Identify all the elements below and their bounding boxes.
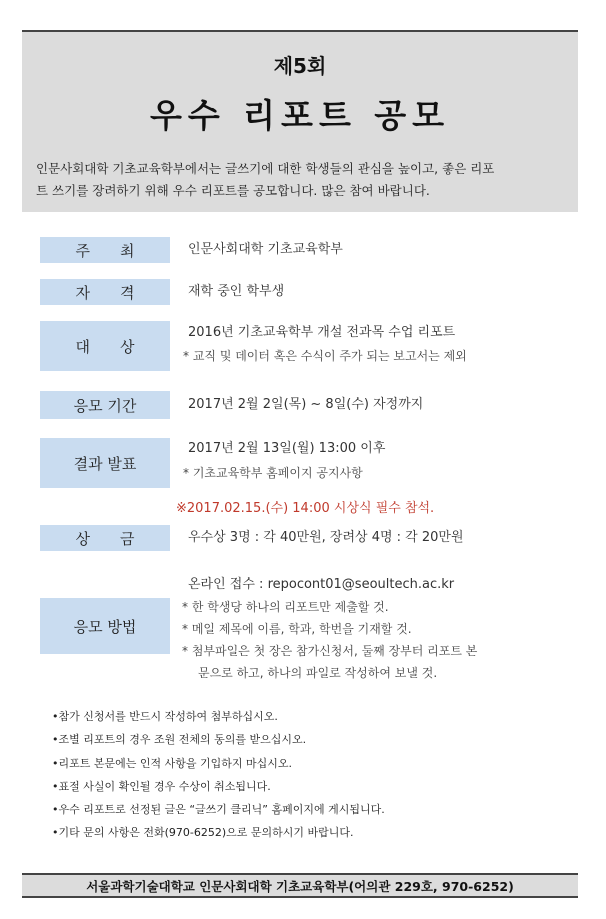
row-target — [40, 321, 580, 371]
label-method: 응모 방법 — [40, 598, 170, 654]
footer-text: 서울과학기술대학교 인문사회대학 기초교육학부(어의관 229호, 970-6252) — [86, 878, 514, 894]
value-host: 인문사회대학 기초교육학부 — [188, 242, 343, 257]
row-method — [40, 574, 580, 684]
row-period — [40, 391, 580, 419]
header-box — [22, 30, 578, 212]
note-item: •표절 사실이 확인될 경우 수상이 취소됩니다. — [52, 779, 271, 793]
edition-label: 제5회 — [273, 54, 327, 78]
footer-contact — [22, 873, 578, 898]
note-item: •기타 문의 사항은 전화(970-6252)으로 문의하시기 바랍니다. — [52, 826, 354, 840]
method-rule-3-cont: 문으로 하고, 하나의 파일로 작성하여 보낼 것. — [198, 666, 438, 680]
label-announcement: 결과 발표 — [40, 438, 170, 488]
label-target: 대 상 — [40, 321, 170, 371]
label-period: 응모 기간 — [40, 391, 170, 419]
intro-line-2: 트 쓰기를 장려하기 위해 우수 리포트를 공모합니다. 많은 참여 바랍니다. — [36, 183, 430, 198]
row-eligibility — [40, 279, 580, 305]
note-item: •우수 리포트로 선정된 글은 “글쓰기 클리닉” 홈페이지에 게시됩니다. — [52, 803, 385, 817]
note-item: •리포트 본문에는 인적 사항을 기입하지 마십시오. — [52, 756, 292, 770]
notes-list — [52, 705, 572, 845]
value-eligibility: 재학 중인 학부생 — [188, 284, 285, 299]
note-item: •참가 신청서를 반드시 작성하여 첨부하십시오. — [52, 710, 278, 723]
note-item: •조별 리포트의 경우 조원 전체의 동의를 받으십시오. — [52, 733, 307, 747]
value-announcement: 2017년 2월 13일(월) 13:00 이후 — [188, 441, 386, 456]
row-announcement — [40, 438, 580, 488]
label-eligibility: 자 격 — [40, 279, 170, 305]
value-period: 2017년 2월 2일(목) ~ 8일(수) 자정까지 — [188, 397, 424, 412]
ceremony-notice: ※2017.02.15.(수) 14:00 시상식 필수 참석. — [176, 501, 435, 516]
label-host: 주 최 — [40, 237, 170, 263]
page-title: 우수 리포트 공모 — [149, 96, 451, 135]
intro-line-1: 인문사회대학 기초교육학부에서는 글쓰기에 대한 학생들의 관심을 높이고, 좋은 리포 — [36, 161, 495, 176]
label-prize: 상 금 — [40, 525, 170, 551]
value-target: 2016년 기초교육학부 개설 전과목 수업 리포트 — [188, 325, 456, 340]
value-prize: 우수상 3명 : 각 40만원, 장려상 4명 : 각 20만원 — [188, 530, 464, 545]
method-rule-1: * 한 학생당 하나의 리포트만 제출할 것. — [182, 600, 389, 614]
intro-text — [36, 158, 566, 202]
value-method-online: 온라인 접수 : repocont01@seoultech.ac.kr — [188, 577, 455, 592]
row-host — [40, 237, 580, 263]
method-rule-3: * 첨부파일은 첫 장은 참가신청서, 둘째 장부터 리포트 본 — [182, 644, 478, 658]
note-announcement: * 기초교육학부 홈페이지 공지사항 — [183, 466, 363, 480]
method-rule-2: * 메일 제목에 이름, 학과, 학번을 기재할 것. — [182, 622, 412, 636]
row-prize — [40, 525, 580, 551]
note-target: * 교직 및 데이터 혹은 수식이 주가 되는 보고서는 제외 — [183, 349, 467, 363]
